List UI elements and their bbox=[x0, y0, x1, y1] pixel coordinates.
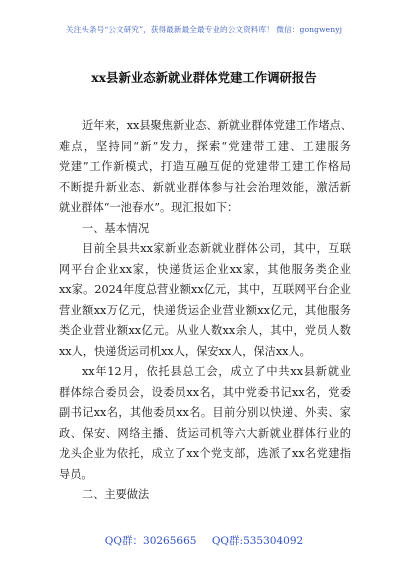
paragraph-line: 难点，坚持同“新”发力，探索“党建带工建、工建服务 bbox=[59, 139, 351, 153]
paragraph-line: 近年来，xx县聚焦新业态、新就业群体党建工作堵点、 bbox=[82, 119, 352, 132]
paragraph-line: 类企业营业额xx亿元。从业人数xx余人，其中，党员人数 bbox=[59, 324, 351, 337]
paragraph-line: 政、保安、网络主播、货运司机等六大新就业群体行业的 bbox=[59, 426, 351, 440]
paragraph-line: 副书记xx名，其他委员xx名。目前分别以快递、外卖、家 bbox=[59, 406, 351, 419]
paragraph-line: xx人，快递货运司机xx人，保安xx人，保洁xx人。 bbox=[59, 344, 311, 358]
paragraph-line: 不断提升新业态、新就业群体参与社会治理效能，激活新 bbox=[59, 180, 351, 194]
section-heading: 二、主要做法 bbox=[82, 488, 150, 501]
paragraph-line: xx家。2024年度总营业额xx亿元，其中，互联网平台企业 bbox=[59, 283, 351, 296]
paragraph-line: 就业群体“一池春水”。现汇报如下： bbox=[59, 201, 239, 214]
paragraph-line: 营业额xx万亿元，快递货运企业营业额xx亿元，其他服务 bbox=[59, 303, 351, 317]
page-title: xx县新业态新就业群体党建工作调研报告 bbox=[91, 70, 317, 85]
section-heading: 一、基本情况 bbox=[82, 221, 150, 235]
paragraph-line: xx年12月，依托县总工会，成立了中共xx县新就业 bbox=[82, 365, 351, 378]
paragraph-line: 导员。 bbox=[59, 467, 93, 481]
paragraph-line: 党建”工作新模式，打造互融互促的党建带工建工作格局 bbox=[59, 160, 351, 173]
footer-contact bbox=[0, 533, 408, 548]
paragraph-line: 龙头企业为依托，成立了xx个党支部，选派了xx名党建指 bbox=[59, 447, 351, 460]
paragraph-line: 群体综合委员会，设委员xx名，其中党委书记xx名，党委 bbox=[59, 385, 351, 399]
qq-group-2: QQ群:535304092 bbox=[211, 535, 304, 547]
paragraph-line: 目前全县共xx家新业态新就业群体公司，其中，互联 bbox=[82, 242, 351, 255]
paragraph-line: 网平台企业xx家，快递货运企业xx家，其他服务类企业 bbox=[59, 262, 351, 276]
qq-group-1: QQ群：30265665 bbox=[104, 535, 197, 547]
header-banner: 关注头条号“公文研究”，获得最新最全最专业的公文资料库！ 微信：gongwenyj bbox=[65, 25, 343, 34]
document-body bbox=[59, 116, 351, 506]
